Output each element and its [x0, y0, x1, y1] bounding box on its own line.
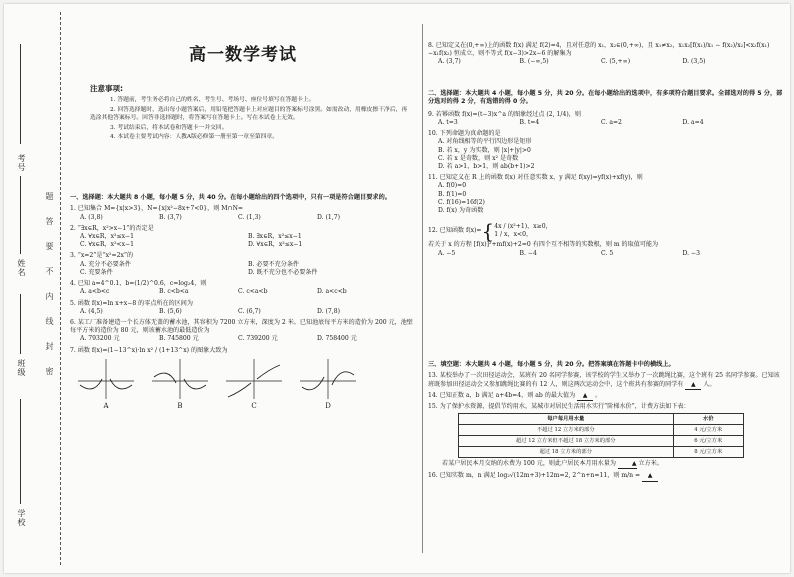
section-1 [70, 194, 416, 411]
option: A. 对角线相等的平行四边形是矩形 [438, 138, 532, 146]
table-header: 每户每月用水量 [459, 414, 674, 425]
cut-line [60, 12, 61, 565]
seal-char: 题 [45, 192, 54, 200]
question-stem: 8. 已知定义在(0,+∞)上的函数 f(x) 满足 f(2)=4，且对任意的 x₁，x₂∈(0,+∞)，且 x₁≠x₂，x₁x₂[f(x₁)/x₁ − f(x₂)/x₂]<x₂f(x₁)−x₁f(x₂) 恒成立，则不等式 f(x−3)>2x−6 的解集为 [428, 42, 770, 58]
option: D. ∀x∈R，x²≤x−1 [248, 241, 303, 249]
function-graph [298, 357, 358, 401]
option: A. (3,7) [438, 58, 461, 66]
graph-label: C [251, 401, 257, 410]
question-options [70, 233, 416, 249]
option: A. (3,8) [80, 213, 103, 221]
label-banji: 班级 [17, 359, 26, 377]
option: D. f(x) 为奇函数 [438, 207, 484, 215]
section-2 [428, 90, 784, 258]
section-header: 一、选择题：本大题共 8 小题，每小题 5 分，共 40 分。在每小题给出的四个选项中，只有一项是符合题目要求的。 [70, 194, 391, 201]
option: C. a=2 [601, 118, 622, 126]
option: D. a=4 [682, 118, 704, 126]
option: A. f(0)=0 [438, 182, 467, 190]
table-cell: 不超过 12 立方米的部分 [459, 425, 674, 436]
question-stem: 3. “x=2”是“x²=2x”的 [70, 252, 134, 260]
question-options [428, 58, 784, 66]
option: C. (6,7) [238, 307, 261, 315]
label-xingming: 姓名 [17, 259, 26, 277]
question-stem [428, 372, 784, 389]
graph-option-a [76, 357, 136, 411]
option: B. 必要不充分条件 [248, 260, 300, 268]
question-stem: 11. 已知定义在 R 上的函数 f(x) 对任意实数 x，y 满足 f(xy)=yf(x)+xf(y)，则 [428, 174, 643, 182]
graph-label: D [325, 401, 331, 410]
option: C. c<a<b [238, 288, 268, 296]
q12-stem [428, 219, 784, 244]
question-stem: 若关于 x 的方程 [f(x)]²+mf(x)+2=0 有四个互不相等的实数根，则 m 的取值可能为 [428, 241, 659, 249]
seal-char: 封 [45, 342, 54, 350]
function-graph [76, 357, 136, 401]
question-options [428, 182, 784, 215]
option: D. 758400 元 [317, 335, 357, 343]
option: D. (7,8) [317, 307, 340, 315]
answer-blank: ▲ [642, 472, 658, 481]
exam-title: 高一数学考试 [189, 45, 297, 65]
table-cell: 8 元/立方米 [673, 447, 743, 458]
option: A. (4,5) [80, 307, 103, 315]
seal-char: 答 [45, 217, 54, 225]
option: C. f(16)=16f(2) [438, 198, 485, 206]
question-stem [428, 460, 784, 469]
option: C. 若 x 是奇数，则 x² 是奇数 [438, 154, 519, 162]
option: D. −3 [682, 249, 701, 257]
option: B. ∃x∈R，x²≤x−1 [248, 233, 302, 241]
answer-blank: ▲ [577, 392, 593, 401]
question-options [70, 335, 416, 343]
option: B. 若 x，y 为实数，则 |x|+|y|>0 [438, 146, 531, 154]
kaohao-line [20, 44, 21, 144]
question-stem: 15. 为了保护水资源，提倡节约用水，某城市对居民生活用水实行“阶梯水价”，计费方法如下表： [428, 403, 690, 411]
section-header: 二、选择题：本大题共 4 小题，每小题 5 分，共 20 分。在每小题给出的选项中，有多项符合题目要求。全部选对的得 5 分，部分选对的得 2 分，有选错的得 0 分。 [428, 90, 783, 106]
option: D. (1,7) [317, 213, 340, 221]
option: A. t=3 [438, 118, 458, 126]
question-stem: 1. 已知集合 M={x|x>3}，N={x|x²−8x+7<0}，则 M∩N= [70, 205, 244, 213]
seal-char: 不 [45, 267, 54, 275]
question-stem: 12. 已知函数 f(x)= [428, 227, 482, 235]
option: B. f(1)=0 [438, 190, 467, 198]
question-stem: 9. 若幂函数 f(x)=(t−3)x^a 的图象经过点 (2, 1/4)，则 [428, 110, 581, 118]
seal-char: 线 [45, 317, 54, 325]
section-3 [428, 361, 784, 482]
question-stem: 4. 已知 a=4^0.1，b=(1/2)^0.6，c=log₂4，则 [70, 280, 207, 288]
question-options [70, 288, 416, 296]
option: B. (−∞,5) [519, 58, 549, 66]
notice-item: 1. 答题前，考生务必将自己的姓名、考生号、考场号、座位号填写在答题卡上。 [110, 97, 315, 104]
section-header: 三、填空题：本大题共 4 小题，每小题 5 分，共 20 分。把答案填在答题卡中的横线上。 [428, 361, 675, 368]
table-header-row [459, 414, 744, 425]
notice-item: 3. 考试结束后，将本试卷和答题卡一并交回。 [110, 124, 228, 131]
option: A. a<b<c [80, 288, 110, 296]
q13-text: 13. 某校举办了一次田径运动会，某班有 20 名同学参赛，该学校的学生又举办了一次跳绳比赛，这个班有 25 名同学参赛。已知该班既参加田径运动会又参加跳绳比赛的有 12 人，则这两次运动会中，这个班共有参赛的同学有 [428, 372, 780, 388]
table-row [459, 425, 744, 436]
question-stem [428, 392, 784, 401]
option: B. 745800 元 [159, 335, 199, 343]
table-header: 水价 [673, 414, 743, 425]
table-cell: 4 元/立方米 [673, 425, 743, 436]
option: C. 5 [601, 249, 614, 257]
notice-item: 4. 本试卷主要考试内容：人教A版必修第一册至第一章至第四章。 [110, 134, 279, 141]
option: C. ∀x∈R，x²<x−1 [80, 241, 135, 249]
notice-box [90, 84, 410, 144]
option: A. −5 [438, 249, 456, 257]
question-options [428, 250, 784, 258]
question-stem: 6. 某工厂准备建造一个长方体无盖的蓄水池，其容积为 7200 立方米，深度为 2 米。已知池底每平方米的造价为 200 元，池壁每平方米的造价为 80 元，则该蓄水池的最低造价为 [70, 318, 413, 335]
seal-char: 密 [45, 367, 54, 375]
option: D. 若 a>1，b>1，则 ab(b+1)>2 [438, 163, 535, 171]
water-price-table [458, 413, 744, 458]
graph-label: B [177, 401, 183, 410]
option: B. −4 [519, 249, 537, 257]
column-divider [422, 24, 423, 553]
table-row [459, 447, 744, 458]
option: A. 充分不必要条件 [80, 260, 131, 268]
option: B. (3,7) [159, 213, 182, 221]
option: D. 既不充分也不必要条件 [248, 268, 318, 276]
question-stem: 7. 函数 f(x)=(1−13^x)·ln x² / (1+13^x) 的图象大致为 [70, 346, 228, 354]
q14-text: 14. 已知正数 a，b 满足 a+4b=4，则 ab 的最大值为 [428, 391, 576, 399]
question-options [70, 308, 416, 316]
option: C. (1,3) [238, 213, 261, 221]
binding-margin [4, 4, 66, 573]
label-kaohao: 考号 [17, 154, 26, 172]
notice-item: 2. 回答选择题时，选出每小题答案后，用铅笔把答题卡上对应题目的答案标号涂黑。如需改动，用橡皮擦干净后，再选涂其他答案标号。回答非选择题时，将答案写在答题卡上。写在本试卷上无效。 [90, 106, 408, 121]
table-cell: 超过 12 立方米但不超过 18 立方米的部分 [459, 436, 674, 447]
q16-text: 16. 已知实数 m，n 满足 log₂√(12m+3)+12m=2, 2^n+n=11，则 m/n = [428, 472, 641, 480]
piecewise-brace: { [481, 219, 495, 244]
question-stem: 5. 函数 f(x)=ln x+x−8 的零点所在的区间为 [70, 299, 193, 307]
case: 1 / x，x<0， [494, 231, 533, 239]
option: A. 793200 元 [80, 335, 120, 343]
option: B. (5,6) [159, 307, 182, 315]
option: D. a<c<b [317, 288, 347, 296]
question-stem [428, 472, 784, 481]
function-graph [224, 357, 284, 401]
xuexiao-line [20, 399, 21, 504]
table-cell: 6 元/立方米 [673, 436, 743, 447]
piecewise-cases [494, 223, 551, 239]
q13-unit: 人。 [703, 380, 716, 388]
banji-line [20, 294, 21, 354]
graph-option-c [224, 357, 284, 411]
seal-char: 要 [45, 242, 54, 250]
option: C. 充要条件 [80, 268, 113, 276]
option: D. (3,5) [682, 58, 706, 66]
question-stem: 2. “∃x∈R，x²>x−1”的否定是 [70, 224, 154, 232]
table-row [459, 436, 744, 447]
graph-option-b [150, 357, 210, 411]
q7-graphs [70, 357, 416, 411]
q15-unit: 立方米。 [638, 460, 663, 468]
option: C. (5,+∞) [601, 58, 631, 66]
graph-label: A [103, 401, 109, 410]
question-options [70, 261, 416, 277]
question-options [428, 119, 784, 127]
option: B. t=4 [519, 118, 540, 126]
option: C. 739200 元 [238, 335, 278, 343]
notice-heading: 注意事项: [90, 84, 123, 93]
option: A. ∀x∈R，x²≤x−1 [80, 233, 134, 241]
question-options [428, 138, 784, 171]
function-graph [150, 357, 210, 401]
q15-tail: 若某户居民本月交纳的水费为 100 元，则此户居民本月用水量为 [442, 460, 616, 468]
question-stem: 10. 下列命题为真命题的是 [428, 130, 501, 138]
exam-page [4, 4, 790, 573]
answer-blank: ▲ [685, 381, 701, 390]
seal-char: 内 [45, 292, 54, 300]
case: 4x / (x²+1)，x≥0， [494, 223, 552, 231]
q14-end: 。 [595, 391, 602, 399]
table-cell: 超过 18 立方米的部分 [459, 447, 674, 458]
question-options [70, 214, 416, 222]
xingming-line [20, 176, 21, 254]
q8-block [428, 42, 784, 67]
answer-blank: ▲ [618, 460, 637, 469]
option: B. c<b<a [159, 288, 189, 296]
label-xuexiao: 学校 [17, 509, 26, 527]
graph-option-d [298, 357, 358, 411]
